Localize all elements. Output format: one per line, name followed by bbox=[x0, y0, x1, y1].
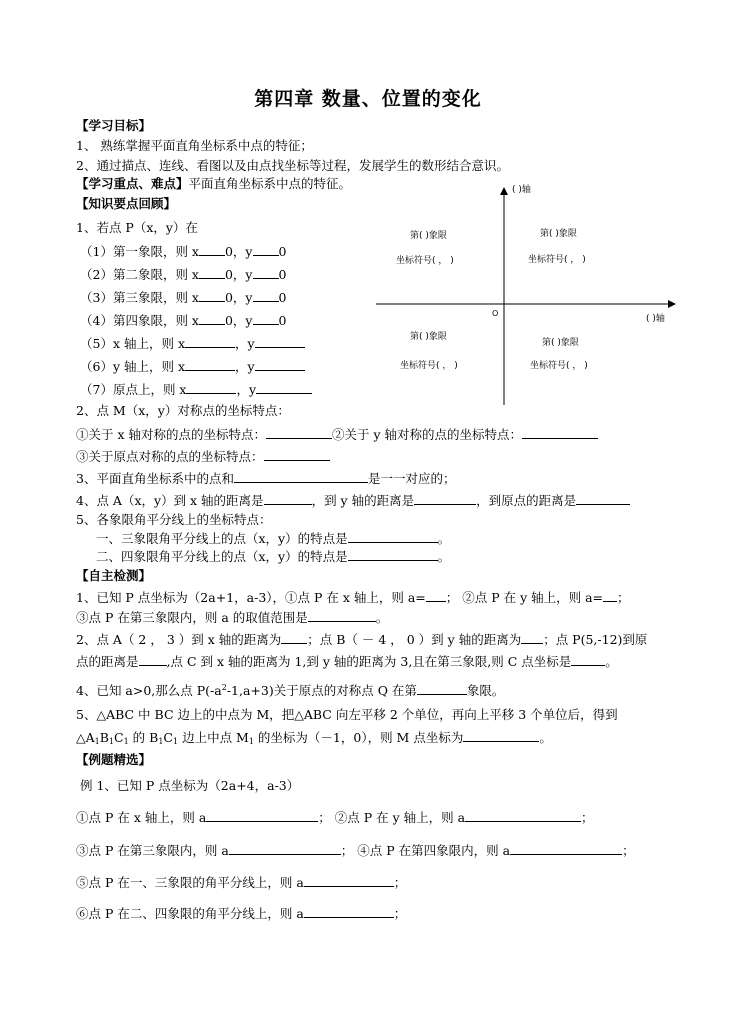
blank[interactable] bbox=[253, 266, 279, 279]
section-selfcheck: 【自主检测】 bbox=[76, 568, 152, 583]
quadrant-2-name: 第( )象限 bbox=[410, 231, 447, 241]
quadrant-line-4: （4）第四象限，则 x 0，y 0 bbox=[80, 313, 287, 328]
selfcheck-line-1: 1、已知 P 点坐标为（2a+1，a-3），①点 P 在 x 轴上，则 a= ； ②点 P 在 y 轴上，则 a= ； bbox=[76, 590, 630, 605]
blank[interactable] bbox=[256, 381, 312, 394]
quadrant-2-sign: 坐标符号( ， ) bbox=[396, 256, 454, 266]
review-q5-b: 二、四象限角平分线上的点（x，y）的特点是 。 bbox=[96, 549, 451, 564]
blank[interactable] bbox=[304, 874, 394, 887]
goal-2: 2、通过描点、连线、看图以及由点找坐标等过程，发展学生的数形结合意识。 bbox=[76, 158, 509, 173]
blank[interactable] bbox=[521, 631, 543, 644]
section-examples: 【例题精选】 bbox=[76, 752, 152, 767]
quadrant-4-sign: 坐标符号( ， ) bbox=[530, 361, 588, 371]
coordinate-diagram bbox=[370, 180, 690, 410]
y-axis-label: ( )轴 bbox=[512, 185, 531, 195]
review-q4: 4、点 A（x，y）到 x 轴的距离是 ，到 y 轴的距离是 ，到原点的距离是 bbox=[76, 492, 630, 509]
blank[interactable] bbox=[206, 809, 318, 822]
goal-1: 1、 熟练掌握平面直角坐标系中点的特征； bbox=[76, 138, 313, 153]
quadrant-line-2: （2）第二象限，则 x 0，y 0 bbox=[80, 267, 287, 282]
page-title: 第四章 数量、位置的变化 bbox=[254, 88, 482, 110]
quadrant-line-3: （3）第三象限，则 x 0，y 0 bbox=[80, 290, 287, 305]
blank[interactable] bbox=[281, 631, 307, 644]
selfcheck-line-4: 点的距离是 ,点 C 到 x 轴的距离为 1,到 y 轴的距离为 3,且在第三象限,则 C 点坐标是 。 bbox=[76, 654, 618, 669]
blank[interactable] bbox=[308, 609, 376, 622]
review-q5: 5、各象限角平分线上的坐标特点： bbox=[76, 512, 272, 527]
blank[interactable] bbox=[199, 243, 225, 256]
blank[interactable] bbox=[199, 289, 225, 302]
blank[interactable] bbox=[417, 682, 467, 695]
section-review: 【知识要点回顾】 bbox=[76, 196, 177, 211]
quadrant-line-1: （1）第一象限，则 x 0，y 0 bbox=[80, 244, 287, 259]
example-intro: 例 1、已知 P 点坐标为（2a+4，a-3） bbox=[80, 778, 300, 793]
blank[interactable] bbox=[199, 312, 225, 325]
axis-line-5: （5）x 轴上，则 x ，y bbox=[80, 335, 305, 352]
blank[interactable] bbox=[264, 492, 312, 505]
example-line-3: ⑤点 P 在一、三象限的角平分线上，则 a ； bbox=[76, 875, 407, 890]
selfcheck-line-7: $\triangle A_1B_1C_1$ 的 $B_1C_1$ 边上中点 $M_1$ 的坐标为（－1，0），则 M 点坐标为 。 bbox=[76, 730, 552, 746]
quadrant-1-sign: 坐标符号( ， ) bbox=[528, 255, 586, 265]
blank[interactable] bbox=[199, 266, 225, 279]
x-axis-label: ( )轴 bbox=[646, 314, 665, 324]
blank[interactable] bbox=[571, 653, 605, 666]
blank[interactable] bbox=[576, 492, 630, 505]
blank[interactable] bbox=[510, 842, 622, 855]
blank[interactable] bbox=[266, 426, 332, 439]
origin-label: O bbox=[492, 309, 499, 318]
blank[interactable] bbox=[255, 335, 305, 348]
review-q2: 2、点 M（x，y）对称点的坐标特点： bbox=[76, 403, 290, 418]
blank[interactable] bbox=[185, 358, 235, 371]
blank[interactable] bbox=[139, 653, 167, 666]
blank[interactable] bbox=[304, 905, 394, 918]
selfcheck-line-3: 2、点 A（ 2 ， 3 ）到 x 轴的距离为 ；点 B（ － 4 ， 0 ）到 y 轴的距离为 ；点 P(5,-12)到原 bbox=[76, 632, 648, 647]
quadrant-1-name: 第( )象限 bbox=[540, 229, 577, 239]
section-goals: 【学习目标】 bbox=[76, 118, 152, 133]
quadrant-3-sign: 坐标符号( ， ) bbox=[400, 361, 458, 371]
quadrant-3-name: 第( )象限 bbox=[410, 332, 447, 342]
blank[interactable] bbox=[348, 530, 438, 543]
keypoints-line bbox=[76, 176, 351, 192]
review-q2-line1: ①关于 x 轴对称的点的坐标特点： ②关于 y 轴对称的点的坐标特点： bbox=[76, 426, 598, 443]
blank[interactable] bbox=[253, 243, 279, 256]
example-line-2: ③点 P 在第三象限内，则 a ； ④点 P 在第四象限内，则 a ； bbox=[76, 843, 635, 858]
review-q1: 1、若点 P（x，y）在 bbox=[76, 220, 198, 235]
blank[interactable] bbox=[465, 809, 581, 822]
keypoints-text: 平面直角坐标系中点的特征。 bbox=[188, 176, 352, 191]
selfcheck-line-6: 5、△ABC 中 BC 边上的中点为 M，把△ABC 向左平移 2 个单位，再向上平移 3 个单位后，得到 bbox=[76, 707, 618, 722]
quadrant-4-name: 第( )象限 bbox=[542, 338, 579, 348]
selfcheck-line-5: 4、已知 a>0,那么点 $P(-a^2-1,a+3)$关于原点的对称点 Q 在第 象限。 bbox=[76, 683, 505, 698]
blank[interactable] bbox=[264, 448, 330, 461]
blank[interactable] bbox=[234, 470, 368, 483]
section-keypoints: 【学习重点、难点】 bbox=[76, 176, 189, 191]
review-q2-line2: ③关于原点对称的点的坐标特点： bbox=[76, 448, 330, 465]
blank[interactable] bbox=[426, 589, 446, 602]
blank[interactable] bbox=[229, 842, 341, 855]
blank[interactable] bbox=[463, 729, 539, 742]
axis-line-7: （7）原点上，则 x ，y bbox=[80, 381, 312, 398]
blank[interactable] bbox=[253, 312, 279, 325]
blank[interactable] bbox=[603, 589, 617, 602]
blank[interactable] bbox=[255, 358, 305, 371]
blank[interactable] bbox=[348, 548, 438, 561]
blank[interactable] bbox=[185, 335, 235, 348]
blank[interactable] bbox=[186, 381, 236, 394]
review-q5-a: 一、三象限角平分线上的点（x，y）的特点是 。 bbox=[96, 531, 451, 546]
blank[interactable] bbox=[414, 492, 476, 505]
blank[interactable] bbox=[253, 289, 279, 302]
example-line-4: ⑥点 P 在二、四象限的角平分线上，则 a ； bbox=[76, 906, 407, 921]
blank[interactable] bbox=[522, 426, 598, 439]
axis-line-6: （6）y 轴上，则 x ，y bbox=[80, 358, 305, 375]
review-q3: 3、平面直角坐标系中的点和 是一一对应的； bbox=[76, 471, 456, 486]
example-line-1: ①点 P 在 x 轴上，则 a ； ②点 P 在 y 轴上，则 a ； bbox=[76, 810, 594, 825]
selfcheck-line-2: ③点 P 在第三象限内，则 a 的取值范围是 。 bbox=[76, 610, 389, 625]
